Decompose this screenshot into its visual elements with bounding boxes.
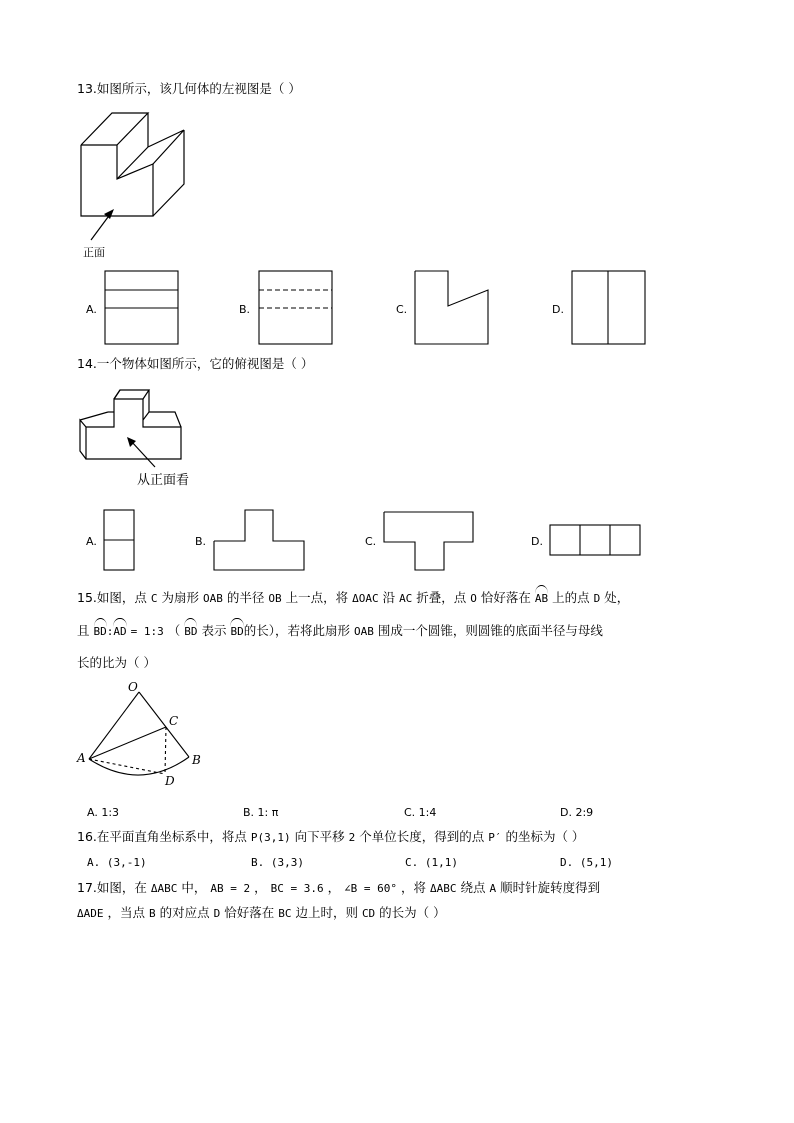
q13-text: 13.如图所示，该几何体的左视图是（ ） bbox=[77, 81, 301, 96]
q14-text: 14.一个物体如图所示，它的俯视图是（ ） bbox=[77, 356, 314, 371]
q13-option-b-label[interactable]: B. bbox=[239, 303, 251, 316]
q17-line1: 17.如图，在 ΔABC 中， AB = 2 ， BC = 3.6 ， ∠B = 60° ，将 ΔABC 绕点 A 顺时针旋转度得到 bbox=[77, 880, 601, 895]
q15-option-b[interactable]: B. 1: π bbox=[243, 806, 279, 819]
q16-option-c[interactable]: C. (1,1) bbox=[405, 856, 458, 869]
q16-option-b[interactable]: B. (3,3) bbox=[251, 856, 304, 869]
q15-line1: 15.如图，点 C 为扇形 OAB 的半径 OB 上一点，将 ΔOAC 沿 AC 折叠，点 O 恰好落在 AB 上的点 D 处， bbox=[77, 589, 629, 608]
q13-front-label: 正面 bbox=[83, 246, 105, 259]
q16-text: 16.在平面直角坐标系中，将点 P(3,1) 向下平移 2 个单位长度，得到的点 P′ 的坐标为（ ） bbox=[77, 829, 585, 844]
q13-option-d-label[interactable]: D. bbox=[552, 303, 564, 316]
q15-label-d: D bbox=[165, 774, 175, 788]
q13-option-c-label[interactable]: C. bbox=[396, 303, 408, 316]
q13-option-a-label[interactable]: A. bbox=[86, 303, 97, 316]
q14-front-label: 从正面看 bbox=[137, 473, 190, 488]
q15-label-b: B bbox=[192, 753, 201, 767]
q17-line2: ΔADE ，当点 B 的对应点 D 恰好落在 BC 边上时，则 CD 的长为（ ） bbox=[77, 905, 446, 920]
q15-label-a: A bbox=[77, 751, 86, 765]
q15-option-d[interactable]: D. 2:9 bbox=[560, 806, 594, 819]
q16-option-d[interactable]: D. (5,1) bbox=[560, 856, 613, 869]
q14-option-d-label[interactable]: D. bbox=[531, 535, 543, 548]
q15-label-o: O bbox=[128, 680, 138, 694]
q15-line3: 长的比为（ ） bbox=[77, 655, 156, 670]
q14-option-a-label[interactable]: A. bbox=[86, 535, 97, 548]
q16-option-a[interactable]: A. (3,-1) bbox=[87, 856, 147, 869]
q15-label-c: C bbox=[169, 714, 179, 728]
q15-option-a[interactable]: A. 1:3 bbox=[87, 806, 120, 819]
q14-option-c-label[interactable]: C. bbox=[365, 535, 377, 548]
q15-line2: 且 BD:AD = 1:3 （ BD 表示 BD的长），若将此扇形 OAB 围成一个圆锥，则圆锥的底面半径与母线 bbox=[77, 622, 603, 641]
q14-option-b-label[interactable]: B. bbox=[195, 535, 207, 548]
q15-option-c[interactable]: C. 1:4 bbox=[404, 806, 437, 819]
